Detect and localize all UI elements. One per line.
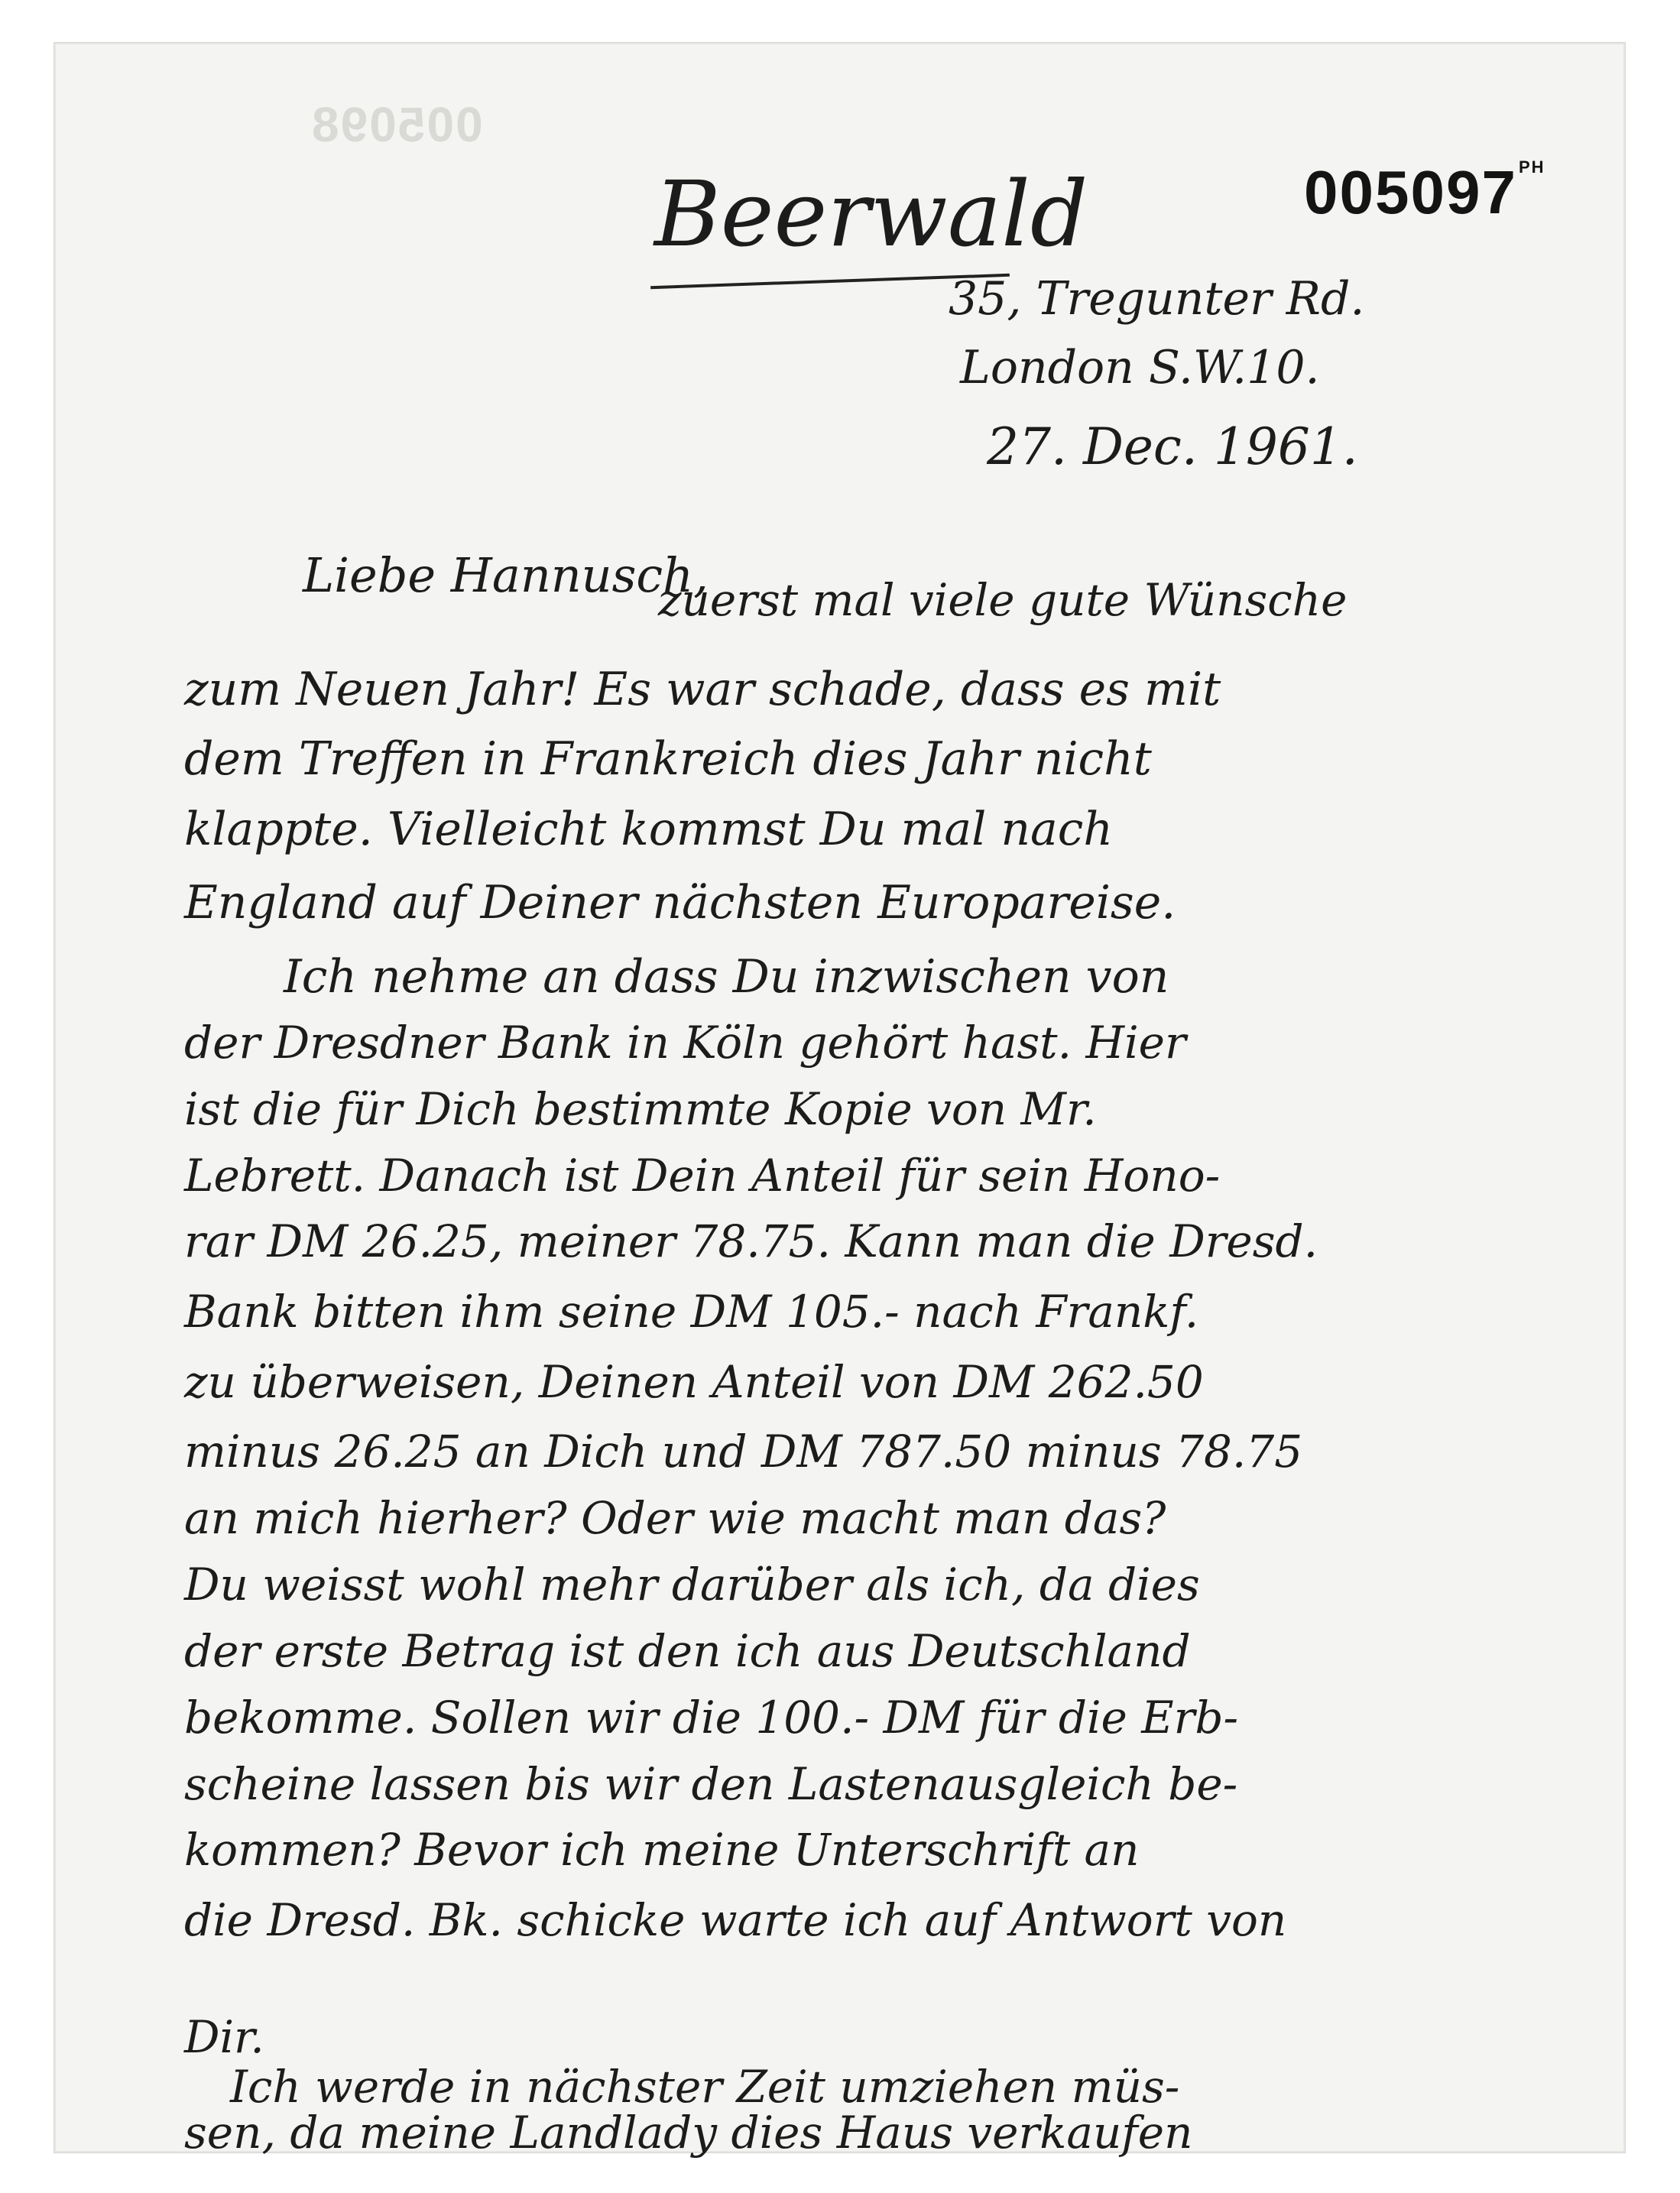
body-line: Bank bitten ihm seine DM 105.- nach Frankf. — [184, 1286, 1199, 1338]
body-line: klappte. Vielleicht kommst Du mal nach — [184, 802, 1114, 856]
body-line: rar DM 26.25, meiner 78.75. Kann man die Dresd. — [184, 1215, 1318, 1268]
archive-stamp-number — [1304, 157, 1545, 228]
body-line: Dir. — [184, 2011, 264, 2063]
letter-date: 27. Dec. 1961. — [987, 417, 1358, 476]
body-line: Ich nehme an dass Du inzwischen von — [284, 949, 1169, 1004]
body-line: bekomme. Sollen wir die 100.- DM für die Erb- — [184, 1691, 1239, 1744]
salutation: Liebe Hannusch, — [303, 547, 709, 603]
body-line: die Dresd. Bk. schicke warte ich auf Antwort von — [184, 1894, 1287, 1947]
body-line: Du weisst wohl mehr darüber als ich, da dies — [184, 1559, 1200, 1611]
address-line-1: 35, Tregunter Rd. — [949, 272, 1365, 326]
body-line: kommen? Bevor ich meine Unterschrift an — [184, 1824, 1140, 1877]
stamp-superscript: PH — [1518, 157, 1545, 177]
body-line: der erste Betrag ist den ich aus Deutschland — [184, 1624, 1191, 1677]
body-line: scheine lassen bis wir den Lastenausgleich be- — [184, 1757, 1238, 1810]
ghost-stamp-number: 005098 — [310, 97, 483, 152]
sender-name: Beerwald — [654, 161, 1088, 267]
body-line: dem Treffen in Frankreich dies Jahr nicht — [184, 732, 1152, 787]
body-line: zum Neuen Jahr! Es war schade, dass es mit — [184, 662, 1221, 716]
letter-page — [54, 42, 1626, 2159]
body-line: ist die für Dich bestimmte Kopie von Mr. — [184, 1082, 1097, 1135]
body-line: England auf Deiner nächsten Europareise. — [184, 876, 1176, 930]
body-line: sen, da meine Landlady dies Haus verkaufen — [184, 2107, 1193, 2159]
stamp-digits: 005097 — [1304, 158, 1517, 226]
body-line: minus 26.25 an Dich und DM 787.50 minus 78.75 — [184, 1426, 1303, 1478]
body-line: zu überweisen, Deinen Anteil von DM 262.50 — [184, 1355, 1204, 1408]
body-line: an mich hierher? Oder wie macht man das? — [184, 1492, 1166, 1545]
body-line: der Dresdner Bank in Köln gehört hast. Hier — [184, 1016, 1186, 1069]
body-line: Ich werde in nächster Zeit umziehen müs- — [230, 2061, 1180, 2113]
address-line-2: London S.W.10. — [960, 341, 1320, 394]
body-line: Lebrett. Danach ist Dein Anteil für sein Hono- — [184, 1149, 1221, 1202]
body-line: zuerst mal viele gute Wünsche — [658, 573, 1348, 626]
